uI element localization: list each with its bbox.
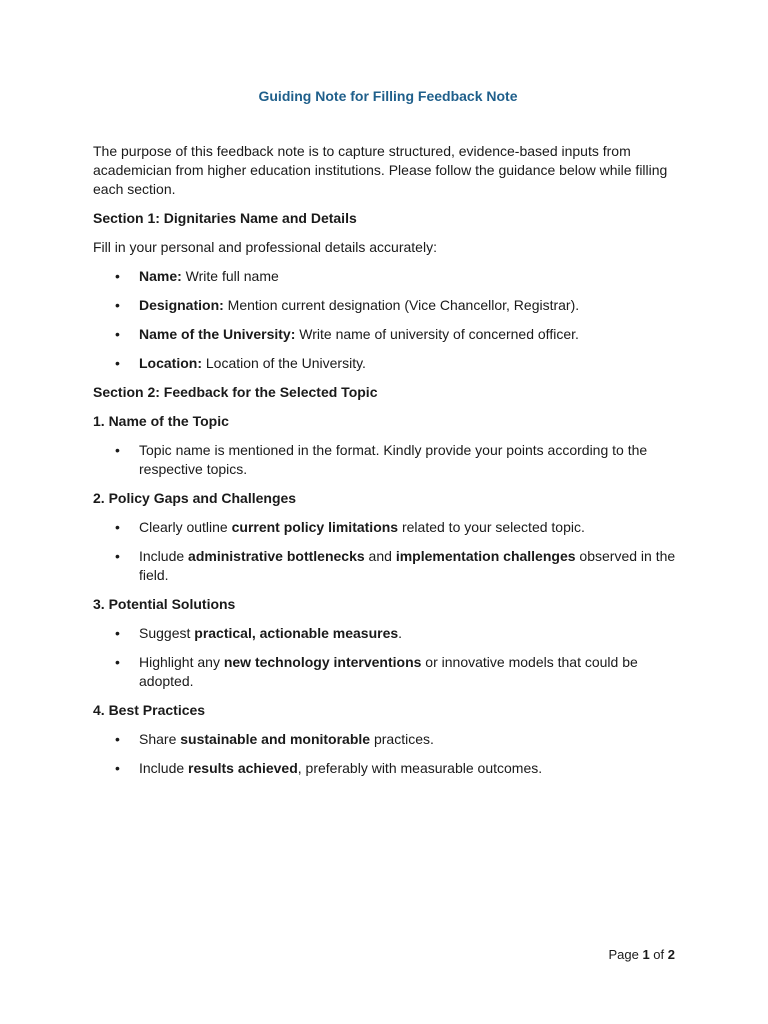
item-emphasis: practical, actionable measures (194, 625, 399, 641)
policy-gaps-list (93, 518, 683, 585)
current-page-number: 1 (642, 947, 650, 962)
item-text: Include (139, 548, 189, 564)
list-item (93, 653, 683, 691)
section1-list (93, 267, 683, 373)
item-text: or innovative models that could be adopted. (139, 654, 638, 689)
item-text: Mention current designation (Vice Chancellor, Registrar). (223, 297, 580, 313)
page-number-footer (608, 946, 675, 964)
solutions-heading: 3. Potential Solutions (93, 596, 236, 612)
item-emphasis: implementation challenges (395, 548, 576, 564)
section2-heading: Section 2: Feedback for the Selected Topic (93, 384, 378, 400)
item-text: related to your selected topic. (398, 519, 585, 535)
list-item (93, 296, 683, 315)
best-practices-list (93, 730, 683, 778)
item-text: Highlight any (139, 654, 224, 670)
best-practices-heading: 4. Best Practices (93, 702, 206, 718)
item-emphasis: new technology interventions (223, 654, 422, 670)
item-text: Include (139, 760, 189, 776)
policy-gaps-heading: 2. Policy Gaps and Challenges (93, 490, 297, 506)
list-item (93, 624, 683, 643)
intro-paragraph: The purpose of this feedback note is to capture structured, evidence-based inputs from academician from higher education institutions. Please follow the guidance below while filling each section. (93, 143, 668, 197)
item-label: Designation: (139, 297, 224, 313)
list-item (93, 354, 683, 373)
item-text: Clearly outline (139, 519, 232, 535)
item-text: Write name of university of concerned officer. (295, 326, 579, 342)
item-label: Name: (139, 268, 182, 284)
topic-list (93, 441, 683, 479)
total-page-number: 2 (667, 947, 675, 962)
list-item (93, 518, 683, 537)
list-item (93, 759, 683, 778)
document-title: Guiding Note for Filling Feedback Note (258, 88, 518, 104)
item-text: Location of the University. (202, 355, 366, 371)
item-text: Share (139, 731, 181, 747)
item-emphasis: current policy limitations (231, 519, 399, 535)
item-text: Suggest (139, 625, 195, 641)
document-page (93, 86, 683, 788)
of-label: of (649, 947, 668, 962)
page-label: Page (608, 947, 643, 962)
item-text: Write full name (181, 268, 279, 284)
section1-lead: Fill in your personal and professional details accurately: (93, 239, 437, 255)
list-item (93, 267, 683, 286)
item-emphasis: administrative bottlenecks (188, 548, 365, 564)
item-text: observed in the field. (139, 548, 676, 583)
solutions-list (93, 624, 683, 691)
list-item (93, 325, 683, 344)
item-emphasis: results achieved (188, 760, 298, 776)
item-text: practices. (370, 731, 434, 747)
item-label: Name of the University: (139, 326, 296, 342)
item-emphasis: sustainable and monitorable (180, 731, 371, 747)
item-text: . (398, 625, 403, 641)
list-item: • Topic name is mentioned in the format. Kindly provide your points according to the respective topics. (93, 441, 683, 479)
topic-heading: 1. Name of the Topic (93, 413, 229, 429)
section1-heading: Section 1: Dignitaries Name and Details (93, 210, 357, 226)
list-item (93, 730, 683, 749)
item-label: Location: (139, 355, 202, 371)
item-text: , preferably with measurable outcomes. (297, 760, 543, 776)
list-item (93, 547, 683, 585)
item-text: and (364, 548, 396, 564)
